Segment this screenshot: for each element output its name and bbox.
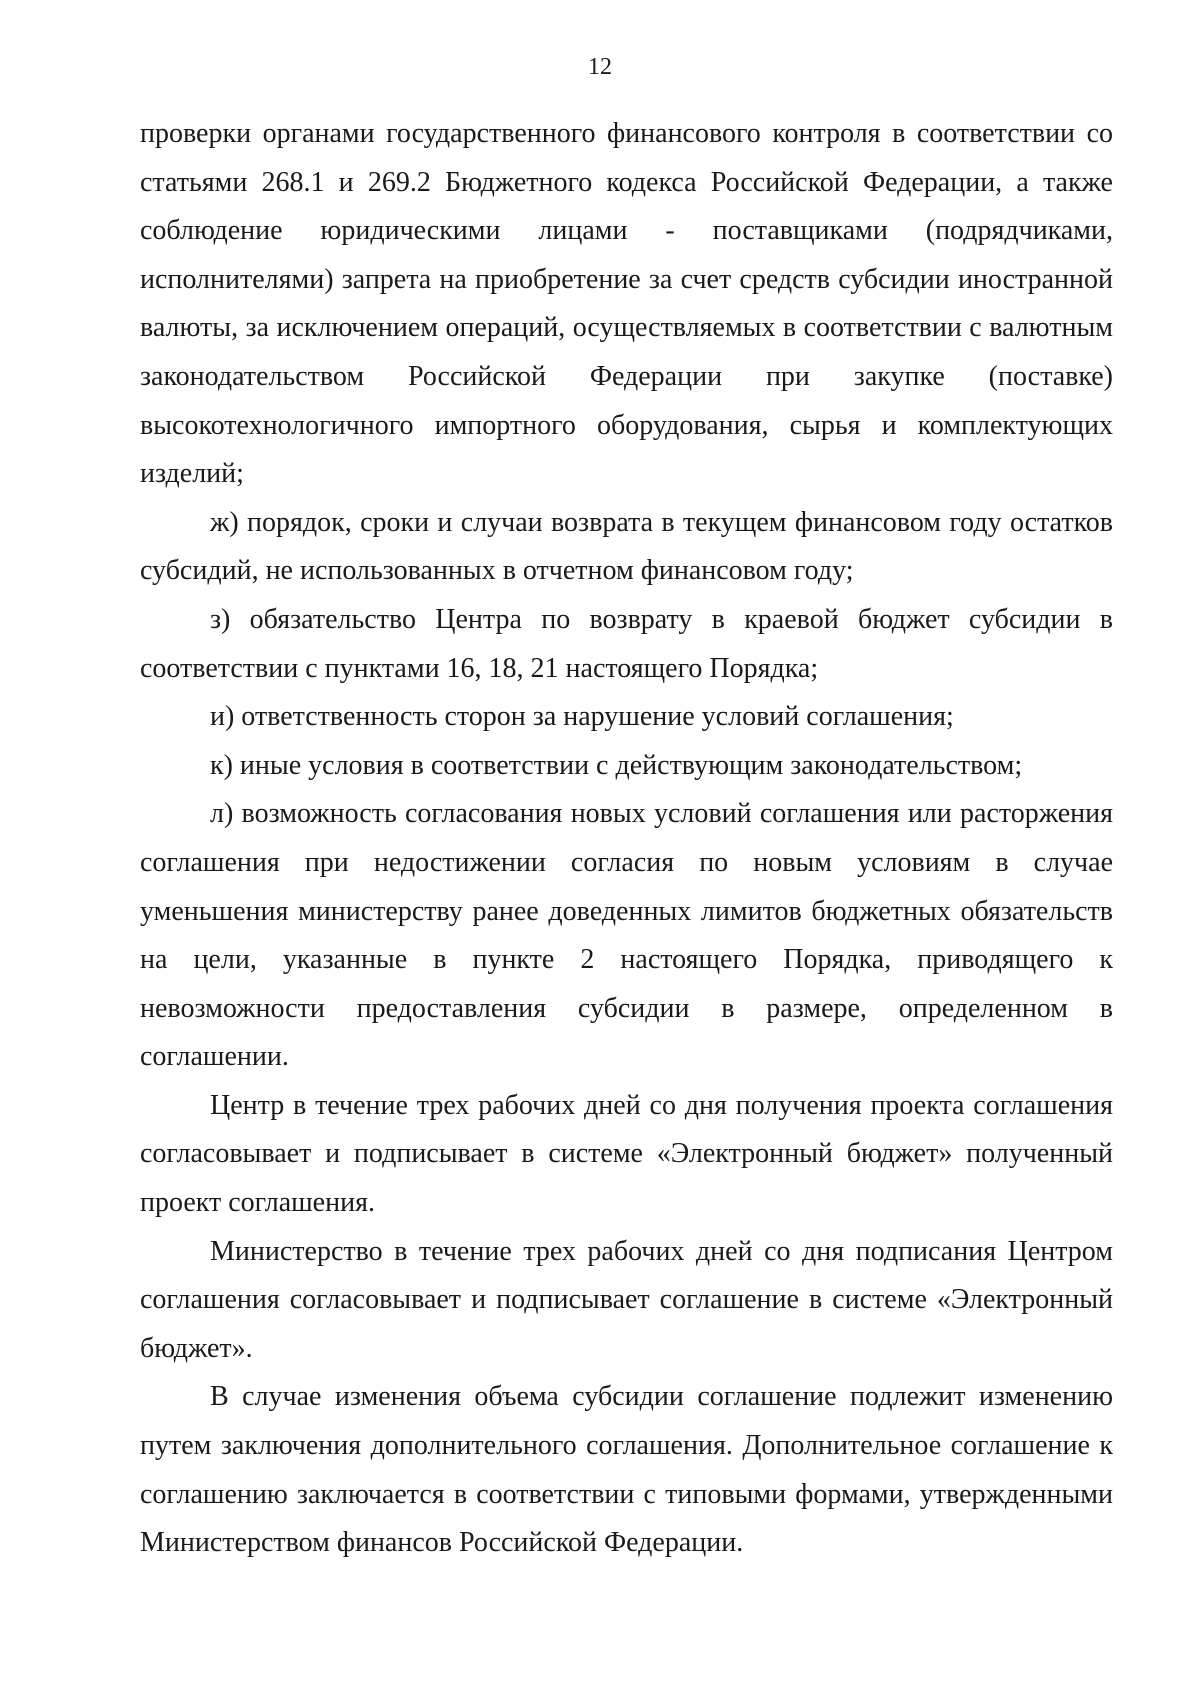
paragraph-item-z: з) обязательство Центра по возврату в краевой бюджет субсидии в соответствии с пунктами 16, 18, 21 настоящего Порядка;	[140, 603, 1113, 684]
paragraph-item-i: и) ответственность сторон за нарушение условий соглашения;	[210, 701, 954, 733]
document-body	[140, 110, 1113, 1568]
paragraph-continuation: проверки органами государственного финансового контроля в соответствии со статьями 268.1 и 269.2 Бюджетного кодекса Российской Федерации, а также соблюдение юридическими лицами - поставщиками (подрядчиками, исполнителями) запрета на приобретение за счет средств субсидии иностранной валюты, за исключением операций, осуществляемых в соответствии с валютным законодательством Российской Федерации при закупке (поставке) высокотехнологичного импортного оборудования, сырья и комплектующих изделий;	[140, 118, 1113, 490]
page-number: 12	[588, 54, 612, 80]
paragraph-item-k: к) иные условия в соответствии с действующим законодательством;	[210, 749, 1023, 781]
paragraph-item-l: л) возможность согласования новых условий соглашения или расторжения соглашения при недостижении согласия по новым условиям в случае уменьшения министерству ранее доведенных лимитов бюджетных обязательств на цели, указанные в пункте 2 настоящего Порядка, приводящего к невозможности предоставления субсидии в размере, определенном в соглашении.	[140, 798, 1113, 1073]
paragraph-additional-agreement: В случае изменения объема субсидии соглашение подлежит изменению путем заключения дополнительного соглашения. Дополнительное соглашение к соглашению заключается в соответствии с типовыми формами, утвержденными Министерством финансов Российской Федерации.	[140, 1381, 1113, 1559]
paragraph-item-zh: ж) порядок, сроки и случаи возврата в текущем финансовом году остатков субсидий, не использованных в отчетном финансовом году;	[140, 506, 1113, 587]
paragraph-center-signing: Центр в течение трех рабочих дней со дня получения проекта соглашения согласовывает и подписывает в системе «Электронный бюджет» полученный проект соглашения.	[140, 1089, 1113, 1219]
paragraph-ministry-signing: Министерство в течение трех рабочих дней со дня подписания Центром соглашения согласовывает и подписывает соглашение в системе «Электронный бюджет».	[140, 1235, 1113, 1364]
